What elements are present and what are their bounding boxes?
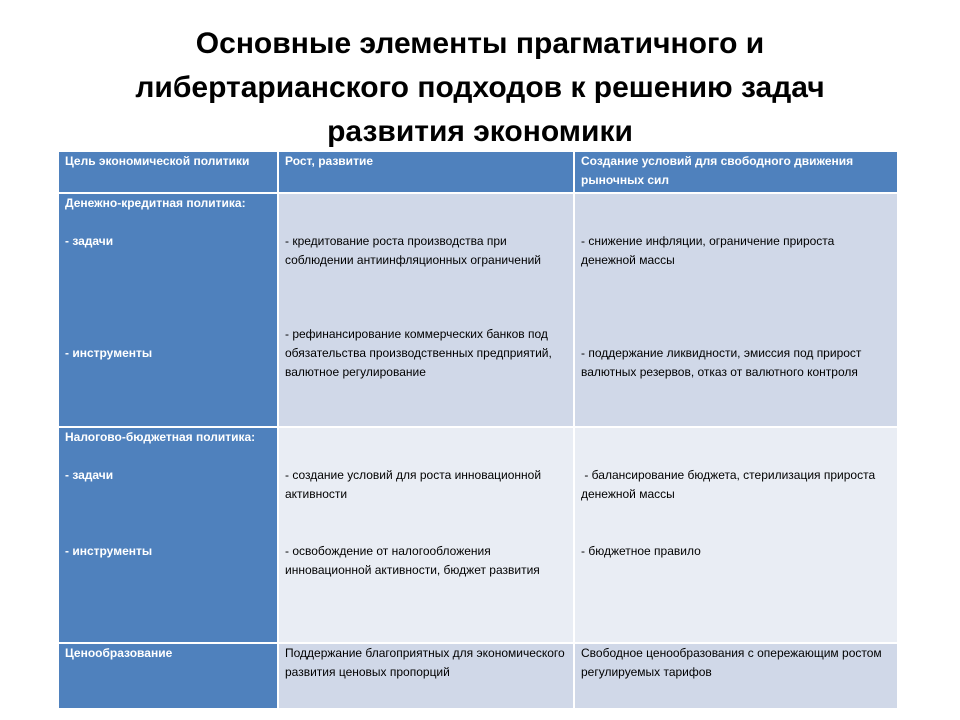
monetary-market-cell — [574, 193, 898, 427]
monetary-tasks-label: - задачи — [65, 234, 114, 248]
table-row-fiscal — [58, 427, 898, 643]
table-row-monetary — [58, 193, 898, 427]
header-market: Создание условий для свободного движения рыночных сил — [574, 151, 898, 193]
table-row-pricing — [58, 643, 898, 709]
fiscal-instruments-label: - инструменты — [65, 544, 153, 558]
fiscal-market-instruments: - бюджетное правило — [581, 544, 701, 558]
fiscal-market-cell — [574, 427, 898, 643]
fiscal-tasks-label: - задачи — [65, 468, 114, 482]
fiscal-market-tasks: - балансирование бюджета, стерилизация прироста денежной массы — [581, 468, 879, 501]
fiscal-policy-label: Налогово-бюджетная политика: — [65, 430, 256, 444]
table-header-row — [58, 151, 898, 193]
header-goal: Цель экономической политики — [58, 151, 278, 193]
fiscal-growth-instruments: - освобождение от налогообложения инновационной активности, бюджет развития — [285, 544, 540, 577]
title-line-3: развития экономики — [327, 115, 633, 148]
comparison-table — [57, 150, 899, 710]
monetary-growth-tasks: - кредитование роста производства при соблюдении антиинфляционных ограничений — [285, 234, 542, 267]
title-line-2: либертарианского подходов к решению задач — [135, 71, 825, 104]
monetary-market-instruments: - поддержание ликвидности, эмиссия под прирост валютных резервов, отказ от валютного контроля — [581, 346, 862, 379]
row-label-monetary — [58, 193, 278, 427]
header-growth: Рост, развитие — [278, 151, 574, 193]
monetary-growth-instruments: - рефинансирование коммерческих банков под обязательства производственных предприятий, валютное регулирование — [285, 327, 552, 379]
monetary-growth-cell — [278, 193, 574, 427]
fiscal-growth-tasks: - создание условий для роста инновационной активности — [285, 468, 542, 501]
row-label-pricing: Ценообразование — [58, 643, 278, 709]
pricing-market-cell: Свободное ценообразования с опережающим ростом регулируемых тарифов — [574, 643, 898, 709]
monetary-market-tasks: - снижение инфляции, ограничение прироста денежной массы — [581, 234, 835, 267]
row-label-fiscal — [58, 427, 278, 643]
slide-title — [60, 22, 900, 154]
pricing-growth-cell: Поддержание благоприятных для экономического развития ценовых пропорций — [278, 643, 574, 709]
title-line-1: Основные элементы прагматичного и — [195, 27, 765, 60]
monetary-policy-label: Денежно-кредитная политика: — [65, 196, 246, 210]
fiscal-growth-cell — [278, 427, 574, 643]
monetary-instruments-label: - инструменты — [65, 346, 153, 360]
